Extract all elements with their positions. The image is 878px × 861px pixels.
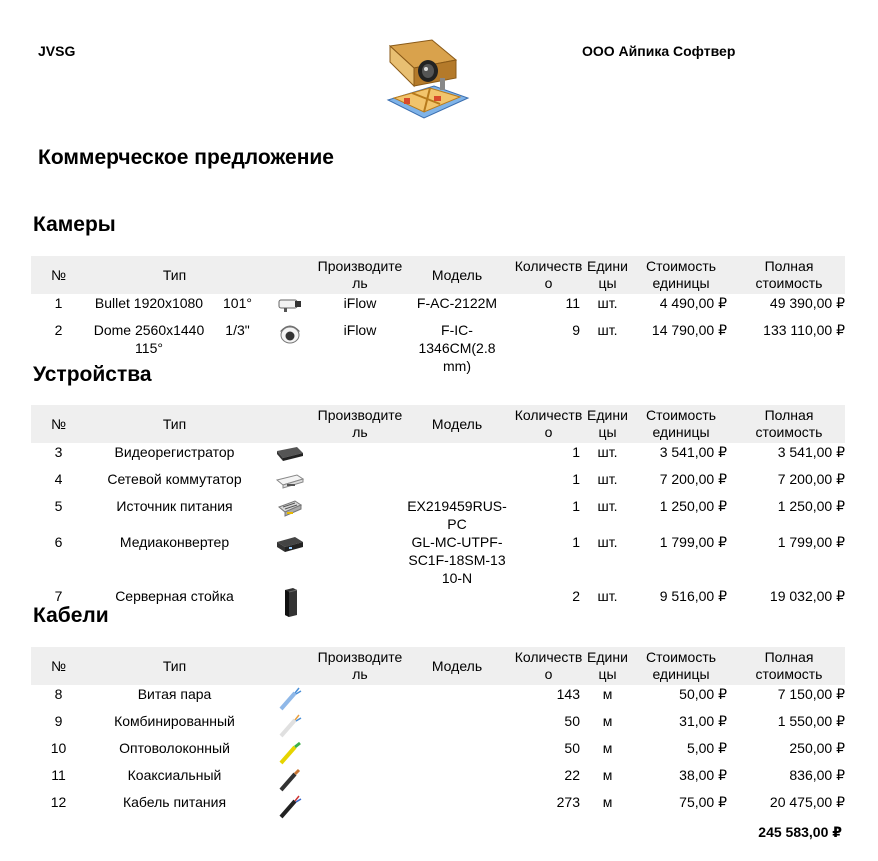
row-spec: 1/3" — [225, 322, 250, 338]
row-manufacturer: iFlow — [343, 295, 377, 311]
row-price: 75,00 ₽ — [679, 794, 727, 810]
twisted-pair-cable-icon — [263, 685, 317, 712]
row-type: Видеорегистратор — [114, 444, 235, 460]
row-model: EX219459RUS-PC — [407, 498, 507, 532]
company-left: JVSG — [38, 43, 76, 59]
row-no: 1 — [54, 295, 63, 311]
row-unit: м — [602, 713, 613, 729]
row-price: 4 490,00 ₽ — [659, 295, 727, 311]
row-type: Витая пара — [137, 686, 212, 702]
server-rack-icon — [263, 587, 317, 617]
table-header-row — [31, 256, 845, 294]
row-price: 38,00 ₽ — [679, 767, 727, 783]
row-no: 5 — [54, 498, 63, 514]
fiber-cable-icon — [263, 739, 317, 766]
col-model: Модель — [403, 647, 511, 685]
table-header-row — [31, 647, 845, 685]
table-row — [31, 766, 845, 793]
row-total: 19 032,00 ₽ — [769, 588, 845, 604]
row-price: 5,00 ₽ — [686, 740, 727, 756]
row-unit: шт. — [597, 588, 618, 604]
row-unit: шт. — [597, 498, 618, 514]
row-total: 133 110,00 ₽ — [763, 322, 845, 338]
row-price: 31,00 ₽ — [679, 713, 727, 729]
row-qty: 1 — [572, 444, 580, 460]
col-qty: Количество — [511, 256, 586, 294]
row-price: 1 250,00 ₽ — [659, 498, 727, 514]
row-total: 7 150,00 ₽ — [777, 686, 845, 702]
row-total: 7 200,00 ₽ — [777, 471, 845, 487]
row-type: Медиаконвертер — [119, 534, 230, 550]
table-row — [31, 712, 845, 739]
table-row — [31, 739, 845, 766]
col-qty: Количество — [511, 647, 586, 685]
row-total: 1 250,00 ₽ — [777, 498, 845, 514]
row-no: 12 — [50, 794, 67, 810]
row-qty: 11 — [565, 295, 580, 311]
row-no: 7 — [54, 588, 63, 604]
row-no: 2 — [54, 322, 63, 338]
row-spec: 101° — [223, 295, 252, 311]
table-row — [31, 470, 845, 497]
row-unit: шт. — [597, 444, 618, 460]
row-unit: м — [602, 686, 613, 702]
dome-camera-icon — [263, 321, 317, 375]
dvr-icon — [263, 443, 317, 470]
row-unit: шт. — [597, 534, 618, 550]
col-unit-price: Стоимость единицы — [629, 647, 733, 685]
row-total: 250,00 ₽ — [789, 740, 845, 756]
col-total: Полная стоимость — [733, 256, 845, 294]
cables-table — [31, 647, 845, 820]
row-type: Сетевой коммутатор — [107, 471, 242, 487]
row-model — [403, 587, 511, 617]
col-type: Тип — [86, 405, 263, 443]
col-type: Тип — [86, 647, 263, 685]
media-converter-icon — [263, 533, 317, 587]
network-switch-icon — [263, 470, 317, 497]
section-title-cameras: Камеры — [33, 213, 116, 236]
company-right: ООО Айпика Софтвер — [582, 43, 736, 59]
row-no: 9 — [54, 713, 63, 729]
col-unit-price: Стоимость единицы — [629, 405, 733, 443]
row-price: 50,00 ₽ — [679, 686, 727, 702]
row-no: 11 — [51, 767, 66, 783]
col-model: Модель — [403, 405, 511, 443]
row-type: Кабель питания — [122, 794, 227, 810]
cameras-table — [31, 256, 845, 375]
col-manufacturer: Производитель — [317, 256, 403, 294]
row-model — [403, 443, 511, 470]
power-supply-icon — [263, 497, 317, 533]
table-row — [31, 793, 845, 820]
row-qty: 22 — [564, 767, 580, 783]
col-unit: Единицы — [586, 647, 629, 685]
col-unit: Единицы — [586, 256, 629, 294]
row-unit: м — [602, 767, 613, 783]
row-model — [403, 470, 511, 497]
row-qty: 1 — [572, 534, 580, 550]
col-total: Полная стоимость — [733, 405, 845, 443]
row-manufacturer — [317, 470, 403, 497]
col-manufacturer: Производитель — [317, 405, 403, 443]
row-total: 836,00 ₽ — [789, 767, 845, 783]
devices-table — [31, 405, 845, 617]
row-price: 14 790,00 ₽ — [651, 322, 727, 338]
col-type: Тип — [86, 256, 263, 294]
table-row — [31, 294, 845, 321]
table-row — [31, 587, 845, 617]
table-row — [31, 533, 845, 587]
row-manufacturer — [317, 443, 403, 470]
row-no: 8 — [54, 686, 63, 702]
cctv-camera-logo-icon — [384, 38, 470, 120]
row-unit: шт. — [597, 295, 618, 311]
row-type: Комбинированный — [114, 713, 235, 729]
row-qty: 143 — [556, 686, 580, 702]
row-total: 20 475,00 ₽ — [769, 794, 845, 810]
row-model: GL-MC-UTPF-SC1F-18SM-1310-N — [408, 534, 506, 586]
row-qty: 273 — [556, 794, 580, 810]
row-manufacturer — [317, 587, 403, 617]
row-type: Серверная стойка — [115, 588, 234, 604]
col-no: № — [31, 256, 86, 294]
row-type: Оптоволоконный — [119, 740, 230, 756]
col-no: № — [31, 647, 86, 685]
row-manufacturer — [317, 497, 403, 533]
col-unit-price: Стоимость единицы — [629, 256, 733, 294]
grand-total: 245 583,00 ₽ — [758, 824, 842, 840]
row-qty: 2 — [572, 588, 580, 604]
row-qty: 1 — [572, 471, 580, 487]
table-row — [31, 497, 845, 533]
col-manufacturer: Производитель — [317, 647, 403, 685]
row-price: 1 799,00 ₽ — [659, 534, 727, 550]
row-manufacturer — [317, 533, 403, 587]
row-total: 1 550,00 ₽ — [777, 713, 845, 729]
combined-cable-icon — [263, 712, 317, 739]
col-qty: Количество — [511, 405, 586, 443]
row-type: Коаксиальный — [127, 767, 222, 783]
table-row — [31, 443, 845, 470]
row-price: 3 541,00 ₽ — [659, 444, 727, 460]
row-price: 7 200,00 ₽ — [659, 471, 727, 487]
row-total: 49 390,00 ₽ — [769, 295, 845, 311]
table-header-row — [31, 405, 845, 443]
row-model: F-AC-2122M — [416, 295, 498, 311]
row-total: 1 799,00 ₽ — [777, 534, 845, 550]
row-qty: 50 — [564, 713, 580, 729]
col-total: Полная стоимость — [733, 647, 845, 685]
row-type: Источник питания — [116, 498, 233, 514]
coaxial-cable-icon — [263, 766, 317, 793]
row-no: 3 — [54, 444, 63, 460]
row-qty: 1 — [572, 498, 580, 514]
row-no: 6 — [54, 534, 63, 550]
col-unit: Единицы — [586, 405, 629, 443]
row-type: Dome 2560x1440 115° — [93, 322, 205, 356]
row-unit: шт. — [597, 322, 618, 338]
bullet-camera-icon — [263, 294, 317, 321]
section-title-cables: Кабели — [33, 604, 109, 627]
row-no: 10 — [50, 740, 67, 756]
row-price: 9 516,00 ₽ — [659, 588, 727, 604]
row-unit: шт. — [597, 471, 618, 487]
row-unit: м — [602, 740, 613, 756]
row-qty: 50 — [564, 740, 580, 756]
row-unit: м — [602, 794, 613, 810]
section-title-devices: Устройства — [33, 363, 152, 386]
col-model: Модель — [403, 256, 511, 294]
row-no: 4 — [54, 471, 63, 487]
power-cable-icon — [263, 793, 317, 820]
row-total: 3 541,00 ₽ — [777, 444, 845, 460]
table-row — [31, 321, 845, 375]
document-title: Коммерческое предложение — [38, 146, 334, 169]
table-row — [31, 685, 845, 712]
row-manufacturer: iFlow — [343, 322, 377, 338]
col-no: № — [31, 405, 86, 443]
row-qty: 9 — [572, 322, 580, 338]
row-type: Bullet 1920x1080 — [94, 295, 204, 311]
row-model: F-IC-1346CM(2.8 mm) — [418, 322, 496, 374]
